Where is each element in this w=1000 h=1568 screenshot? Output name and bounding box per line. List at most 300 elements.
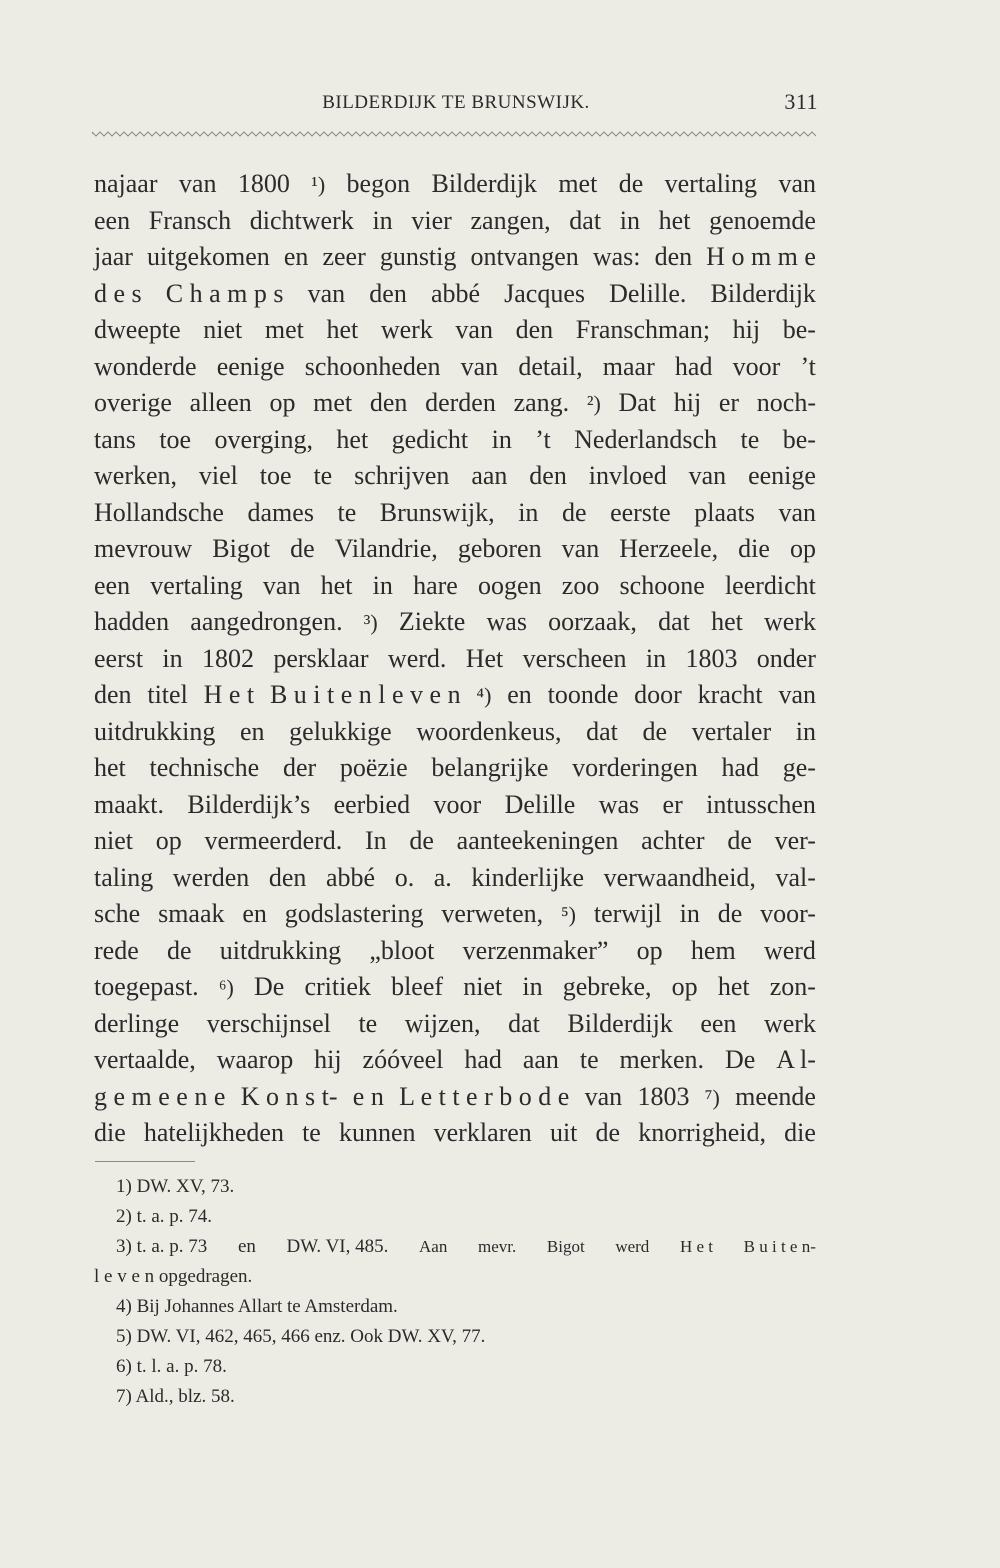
word: Delille [504,789,576,819]
word: poëzie [339,753,408,782]
word: toe [159,424,192,454]
word: knorrigheid, [638,1118,766,1147]
word: ⁶) [218,975,234,1000]
word: ge- [782,753,816,782]
word: te [740,424,760,454]
word: achter [641,826,705,855]
word: dat [569,205,602,235]
text-line [94,203,816,240]
word: gelukkige [289,716,392,746]
word: er [662,789,683,819]
word: DW. VI, 485. [286,1236,389,1257]
word: in [491,424,512,454]
word: De [254,972,285,1001]
word: begon [346,169,411,198]
word: niet [463,972,503,1001]
text-line [94,750,816,787]
word: voor [433,789,482,819]
word: Herzeele, [619,534,719,563]
word: bleef [391,972,444,1001]
word: werken, [94,461,178,490]
word: een [94,205,131,235]
word: verschijnsel [206,1008,331,1038]
text-line [94,276,816,313]
footnote-separator [95,1161,195,1162]
word: Vilandrie, [334,534,438,563]
word: kracht [697,680,763,709]
word: derden [425,388,496,417]
word: dat [508,1008,540,1038]
word: H o m m e [706,242,816,271]
word: ¹) [311,172,326,197]
word: het [717,972,750,1001]
word: o. [394,862,415,892]
word: L e t t e r b o d e [399,1081,570,1111]
word: van [561,534,600,563]
word: voor [732,351,781,381]
word: verzenmaker” [462,935,609,965]
text-line [94,1042,816,1079]
word: critiek [304,972,371,1001]
word: de [595,1118,621,1147]
word: vermeerderd. [204,826,343,855]
word: Delille. [609,278,687,308]
word: verscheen [522,643,627,673]
word: op [155,826,182,855]
word: de [717,899,743,928]
word: in [372,570,393,600]
word: een [700,1008,737,1038]
word: plaats [694,497,755,527]
word: zóóveel [362,1045,444,1074]
word: eenige [748,461,816,490]
text-line [94,385,816,422]
word: Franschman; [575,315,711,344]
word: wonderde [94,351,197,381]
word: aan [471,461,508,490]
word: hatelijkheden [143,1118,284,1147]
word: 3) t. a. p. 73 [116,1236,208,1257]
word: aanteekeningen [456,826,619,855]
word: het [336,424,369,454]
word: Brunswijk, [379,497,495,527]
word: te [358,1008,378,1038]
text-line [94,604,816,641]
text-line [94,166,816,203]
word: met [313,388,353,417]
word: Jacques [504,278,585,308]
word: vier [411,205,452,235]
word: van [584,1081,623,1111]
word: maakt. [94,789,165,819]
word: derlinge [94,1008,180,1038]
word: Fransch [148,205,232,235]
word: dames [247,497,314,527]
word: a. [433,862,452,892]
word: werk [380,315,433,344]
page-number: 311 [784,89,818,114]
text-line [94,1006,816,1043]
word: door [634,680,682,709]
word: toe [259,461,292,490]
word: hem [690,935,736,965]
word: toegepast. [94,972,199,1001]
word: werk [764,607,816,636]
word: technische [149,753,260,782]
word: merken. [619,1045,705,1074]
word: zeer [322,242,366,271]
word: e n [352,1081,384,1111]
word: zangen, [470,205,551,235]
word: eerst [94,643,144,673]
word: abbé [326,862,376,892]
word: van [778,169,816,198]
word: overige [94,388,172,417]
word: den [268,862,307,892]
word: de [167,935,192,965]
word: verweten, [441,899,544,928]
word: titel [147,680,188,709]
word: van [778,497,816,527]
word: g e m e e n e [94,1081,226,1111]
word: in [522,972,543,1001]
word: de [290,534,315,563]
word: B u i t e n l e v e n [269,680,461,709]
word: Het [465,643,504,673]
word: van [178,169,217,198]
word: Ziekte [398,607,466,636]
word: dat [658,607,690,636]
word: had [464,1045,502,1074]
word: van [460,351,499,381]
word: overging, [214,424,313,454]
word: en [237,1236,256,1257]
word: 1803 [637,1081,690,1111]
word: invloed [588,461,667,490]
word: werk [763,1008,816,1038]
word: te [579,1045,599,1074]
text-line [94,1079,816,1116]
word: den [369,388,408,417]
word: onder [756,643,816,673]
word: De [724,1045,756,1074]
word: abbé [430,278,481,308]
word: van [778,680,816,709]
word: schoonheden [304,351,441,381]
word: de [561,497,587,527]
word: het [94,753,126,782]
word: den [369,278,407,308]
word: ⁷) [704,1084,720,1110]
word: mevr. [478,1237,517,1256]
word: op [269,388,296,417]
word: Bilderdijk’s [187,789,311,819]
text-line [94,823,816,860]
word: den [529,461,567,490]
word: te [302,1118,321,1147]
word: toonde [547,680,619,709]
word: geboren [457,534,542,563]
word: alleen [189,388,252,417]
word: Hollandsche [94,497,224,527]
word: dweepte [94,315,181,344]
word: leerdicht [724,570,816,600]
word: uitgekomen [147,242,270,271]
word: gebreke, [562,972,652,1001]
text-line [94,714,816,751]
word: was: [592,242,641,271]
word: en [239,716,265,746]
word: in [679,899,700,928]
word: najaar [94,169,158,198]
word: kinderlijke [471,862,585,892]
word: met [558,169,598,198]
word: hij [673,388,702,417]
word: zon- [769,972,816,1001]
word: de [618,169,644,198]
footnote-3-line-1 [94,1232,816,1262]
word: 1802 [201,643,254,673]
text-line [94,531,816,568]
word: het [658,205,691,235]
word: niet [94,826,133,855]
word: niet [203,315,243,344]
word: uitdrukking [94,716,216,746]
footnote-2: 2) t. a. p. 74. [116,1206,213,1227]
word: had [674,351,713,381]
word: wijzen, [404,1008,481,1038]
word: in [645,643,667,673]
word: maar [602,351,655,381]
word: K o n s t- [240,1081,338,1111]
word: op [789,534,816,563]
footnote-6: 6) t. l. a. p. 78. [116,1356,227,1377]
word: Bilderdijk [431,169,537,198]
word: en [283,242,309,271]
word: verklaren [433,1118,532,1147]
word: Bilderdijk [567,1008,673,1038]
word: eenige [216,351,285,381]
word: en [242,899,267,928]
word: ontvangen [470,242,579,271]
word: vertaalde, [94,1045,196,1074]
word: had [721,753,759,782]
word: aan [522,1045,559,1074]
text-line [94,495,816,532]
text-line [94,239,816,276]
word: hare [413,570,458,600]
word: viel [198,461,238,490]
word: het [711,607,743,636]
text-line [94,312,816,349]
word: noch- [756,388,816,417]
word: tans [94,424,136,454]
footnote-4: 4) Bij Johannes Allart te Amsterdam. [116,1296,398,1317]
word: dichtwerk [249,205,354,235]
word: H e t [203,680,255,709]
word: belangrijke [431,753,549,782]
word: ver- [774,826,816,855]
word: oogen [478,570,542,600]
word: op [636,935,663,965]
word: val- [775,862,816,892]
text-line [94,458,816,495]
word: waarop [216,1045,294,1074]
running-title: BILDERDIJK TE BRUNSWIJK. [322,92,590,113]
word: A l- [776,1045,816,1074]
word: in [619,205,640,235]
word: op [671,972,698,1001]
word: werd [615,1237,650,1256]
text-line [94,422,816,459]
word: ³) [363,610,378,635]
word: verwaandheid, [603,862,756,892]
word: werd [763,935,816,965]
word: vertaling [150,570,243,600]
word: van [262,570,301,600]
word: Nederlandsch [574,424,718,454]
word: hij [314,1045,342,1074]
word: H e t [679,1237,713,1256]
word: werden [172,862,250,892]
word: smaak [158,899,225,928]
decorative-wavy-rule [92,127,818,141]
word: schoone [619,570,705,600]
word: die [94,1118,126,1147]
word: uitdrukking [219,935,342,965]
word: vertaler [691,716,772,746]
word: sche [94,899,141,928]
word: In [365,826,387,855]
text-line [94,677,816,714]
word: be- [782,424,816,454]
footnotes [94,1172,816,1412]
word: vertaling [664,169,758,198]
word: in [162,643,183,673]
word: aangedrongen. [190,607,343,636]
text-line [94,896,816,933]
word: voor- [760,899,816,928]
word: ⁵) [560,902,576,927]
word: kunnen [338,1118,416,1147]
word: met [264,315,304,344]
word: in [372,205,393,235]
word: den [94,680,132,709]
word: er [718,388,740,417]
word: zang. [513,388,570,417]
word: C h a m p s [165,278,284,308]
word: terwijl [593,899,662,928]
word: gedicht [391,424,469,454]
word: die [738,534,770,563]
word: Bigot [212,534,271,563]
word: het [326,315,359,344]
word: intusschen [706,789,816,819]
word: te [313,461,333,490]
word: eerste [610,497,671,527]
word: de [727,826,752,855]
word: den [515,315,554,344]
word: dat [586,716,618,746]
word: oorzaak, [548,607,637,636]
body-text [94,166,816,1152]
word: mevrouw [94,534,193,563]
word: der [282,753,317,782]
word: was [486,607,527,636]
word: jaar [94,242,133,271]
word: Bigot [546,1237,585,1256]
word: ⁴) [476,683,492,708]
word: het [320,570,353,600]
word: hij [732,315,761,344]
word: de [642,716,668,746]
word: ’t [800,351,816,381]
word: den [654,242,693,271]
text-line [94,349,816,386]
word: werd. [387,643,447,673]
word: de [409,826,434,855]
word: persklaar [273,643,369,673]
word: detail, [518,351,583,381]
text-line [94,787,816,824]
word: „bloot [369,935,435,965]
word: be- [782,315,816,344]
word: 1800 [237,169,290,198]
word: meende [735,1081,816,1111]
word: van [455,315,493,344]
word: die [784,1118,816,1147]
word: in [518,497,539,527]
text-line [94,969,816,1006]
footnote-7: 7) Ald., blz. 58. [116,1386,235,1407]
word: genoemde [709,205,816,235]
footnote-3-line-2: l e v e n opgedragen. [94,1266,253,1287]
word: van [307,278,346,308]
text-line [94,860,816,897]
text-line [94,1115,816,1152]
word: in [795,716,816,746]
word: vorderingen [572,753,698,782]
word: taling [94,862,154,892]
text-line [94,568,816,605]
word: B u i t e n- [743,1237,816,1256]
word: van [688,461,727,490]
footnote-1: 1) DW. XV, 73. [116,1176,235,1197]
word: ’t [535,424,551,454]
word: 1803 [685,643,738,673]
word: Bilderdijk [710,278,816,308]
footnote-5: 5) DW. VI, 462, 465, 466 enz. Ook DW. XV, 77. [116,1326,486,1347]
text-line [94,641,816,678]
word: ²) [586,391,601,416]
word: woordenkeus, [416,716,562,746]
word: d e s [94,278,142,308]
word: gunstig [379,242,457,271]
word: eerbied [333,789,411,819]
word: een [94,570,131,600]
word: Aan [419,1237,448,1256]
word: was [598,789,640,819]
word: hadden [94,607,170,636]
word: Dat [618,388,657,417]
word: rede [94,935,139,965]
word: te [337,497,357,527]
word: zoo [561,570,600,600]
text-line [94,933,816,970]
word: uit [549,1118,578,1147]
word: en [507,680,532,709]
word: schrijven [354,461,450,490]
